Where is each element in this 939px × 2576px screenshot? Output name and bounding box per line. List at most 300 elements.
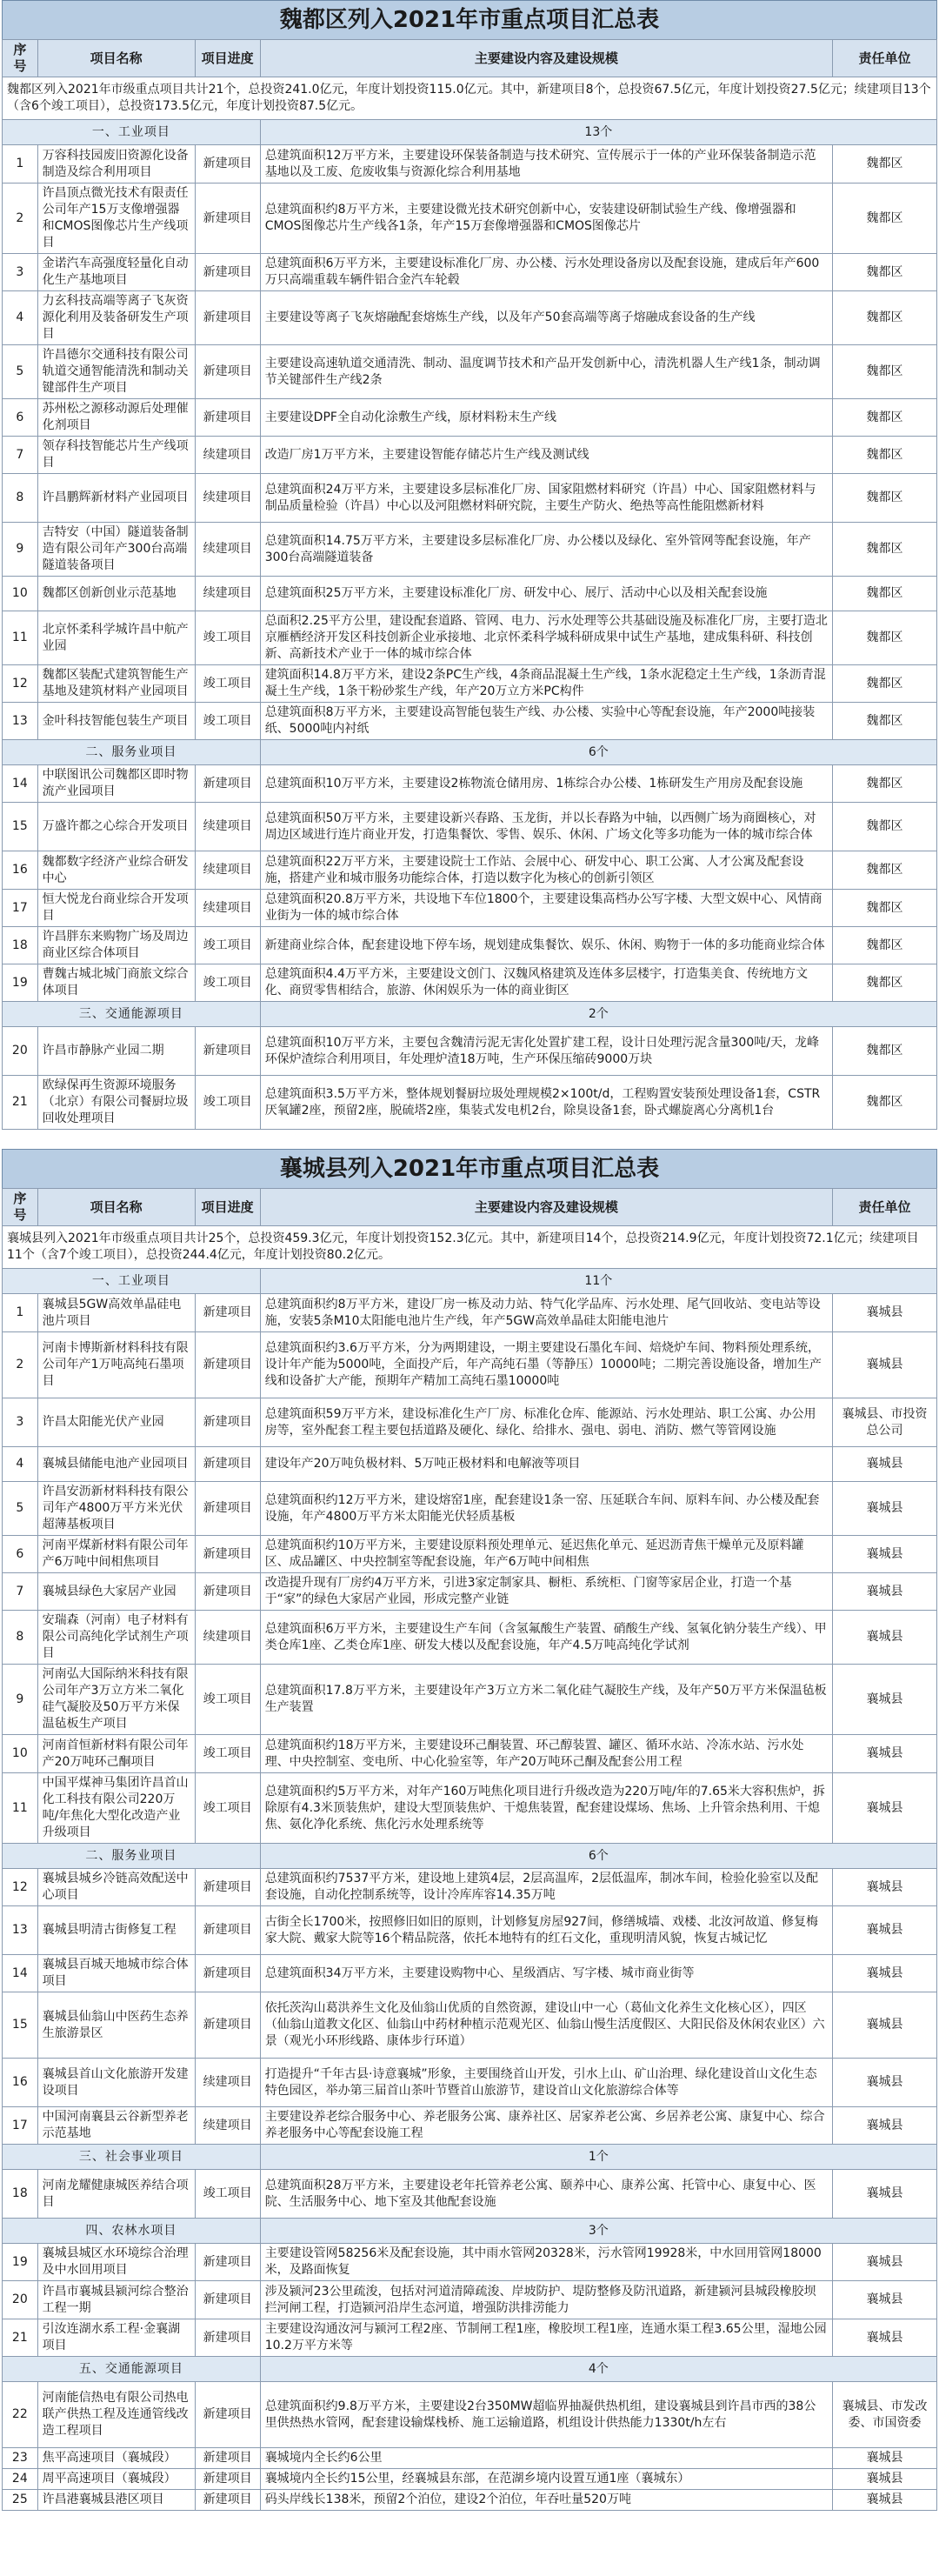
- project-content: 总建筑面积34万平方米，主要建设购物中心、星级酒店、写字楼、城市商业街等: [260, 1955, 832, 1992]
- responsible-unit: 襄城县: [833, 2107, 937, 2145]
- project-status: 新建项目: [195, 345, 260, 399]
- row-number: 16: [3, 2059, 38, 2107]
- table-row: [3, 765, 937, 803]
- project-status: 续建项目: [195, 437, 260, 474]
- table-row: [3, 2281, 937, 2319]
- table-row: [3, 2170, 937, 2219]
- category-row: [3, 1269, 937, 1294]
- table-row: [3, 399, 937, 437]
- project-content: 总建筑面积28万平方米，主要建设老年托管养老公寓、颐养中心、康养公寓、托管中心、康复中心、医院、生活服务中心、地下室及其他配套设施: [260, 2170, 832, 2219]
- project-content: 总建筑面积59万平方米，建设标准化生产厂房、标准化仓库、能源站、污水处理站、职工公寓、办公用房等，室外配套工程主要包括道路及硬化、绿化、给排水、强电、弱电、消防、燃气等管网设施: [260, 1398, 832, 1447]
- project-name: 襄城县储能电池产业园项目: [37, 1447, 195, 1482]
- project-content: 总建筑面积14.75万平方米，主要建设多层标准化厂房、办公楼以及绿化、室外管网等配套设施，年产300台高端隧道装备: [260, 523, 832, 577]
- project-name: 许昌胖东来购物广场及周边商业区综合体项目: [37, 927, 195, 964]
- table-row: [3, 1076, 937, 1130]
- row-number: 8: [3, 474, 38, 523]
- row-number: 11: [3, 1773, 38, 1844]
- responsible-unit: 魏都区: [833, 577, 937, 611]
- header-no: 序号: [3, 1189, 38, 1226]
- project-content: 依托茨沟山葛洪养生文化及仙翁山优质的自然资源，建设山中一心（葛仙文化养生文化核心区），四区（仙翁山道教文化区、仙翁山中药材种植示范观光区、仙翁山慢生活度假区、大阳民俗及休闲农业区）六景（观光小环形线路、康体步行环道）: [260, 1992, 832, 2059]
- row-number: 12: [3, 1869, 38, 1906]
- table-row: [3, 291, 937, 345]
- project-status: 新建项目: [195, 2319, 260, 2357]
- project-content: 新建商业综合体，配套建设地下停车场，规划建成集餐饮、娱乐、休闲、购物于一体的多功能商业综合体: [260, 927, 832, 964]
- project-content: 总建筑面积24万平方米，主要建设多层标准化厂房、国家阻燃材料研究（许昌）中心、国家阻燃材料与制品质量检验（许昌）中心以及河阻燃材料研究院，主要生产防火、绝热等高性能阻燃新材料: [260, 474, 832, 523]
- project-name: 河南首恒新材料有限公司年产20万吨环己酮项目: [37, 1735, 195, 1773]
- project-status: 续建项目: [195, 803, 260, 851]
- row-number: 13: [3, 703, 38, 740]
- project-status: 竣工项目: [195, 703, 260, 740]
- row-number: 23: [3, 2448, 38, 2469]
- project-content: 总建筑面积约8万平方米，建设厂房一栋及动力站、特气化学品库、污水处理、尾气回收站、变电站等设施，安装5条M10太阳能电池片生产线，年产5GW高效单晶硅太阳能电池片: [260, 1294, 832, 1332]
- table-gap: [0, 1130, 939, 1149]
- project-name: 河南平煤新材料有限公司年产6万吨中间相焦项目: [37, 1536, 195, 1573]
- project-status: 新建项目: [195, 1027, 260, 1076]
- project-content: 总建筑面积50万平方米，主要建设新兴春路、玉龙街，并以长春路为中轴，以西侧广场为商圈核心，对周边区域进行连片商业开发，打造集餐饮、零售、娱乐、休闲、广场文化等多功能为一体的城市综合体: [260, 803, 832, 851]
- row-number: 5: [3, 345, 38, 399]
- responsible-unit: 襄城县: [833, 2319, 937, 2357]
- project-name: 万盛许都之心综合开发项目: [37, 803, 195, 851]
- responsible-unit: 襄城县: [833, 1869, 937, 1906]
- table-row: [3, 1482, 937, 1536]
- project-status: 新建项目: [195, 2448, 260, 2469]
- responsible-unit: 襄城县: [833, 1536, 937, 1573]
- responsible-unit: 魏都区: [833, 803, 937, 851]
- row-number: 22: [3, 2382, 38, 2448]
- table-row: [3, 665, 937, 703]
- table-row: [3, 184, 937, 254]
- row-number: 1: [3, 1294, 38, 1332]
- table-row: [3, 437, 937, 474]
- row-number: 5: [3, 1482, 38, 1536]
- project-status: 竣工项目: [195, 1076, 260, 1130]
- header-content: 主要建设内容及建设规模: [260, 40, 832, 77]
- project-name: 许昌顶点微光技术有限责任公司年产15万支像增强器和CMOS图像芯片生产线项目: [37, 184, 195, 254]
- category-label: 二、服务业项目: [3, 1844, 261, 1869]
- responsible-unit: 魏都区: [833, 964, 937, 1002]
- project-content: 总建筑面积20.8万平方米，共设地下车位1800个，主要建设集高档办公写字楼、大型文娱中心、风情商业街为一体的城市综合体: [260, 890, 832, 927]
- row-number: 20: [3, 1027, 38, 1076]
- project-name: 中联图讯公司魏都区即时物流产业园项目: [37, 765, 195, 803]
- row-number: 15: [3, 803, 38, 851]
- table-row: [3, 2469, 937, 2490]
- row-number: 11: [3, 611, 38, 665]
- project-status: 新建项目: [195, 1536, 260, 1573]
- responsible-unit: 襄城县: [833, 1992, 937, 2059]
- project-status: 竣工项目: [195, 665, 260, 703]
- responsible-unit: 魏都区: [833, 184, 937, 254]
- project-name: 魏都数字经济产业综合研发中心: [37, 851, 195, 890]
- responsible-unit: 襄城县: [833, 1906, 937, 1955]
- category-row: [3, 120, 937, 145]
- project-name: 恒大悦龙台商业综合开发项目: [37, 890, 195, 927]
- table-row: [3, 254, 937, 291]
- project-name: 许昌市襄城县颍河综合整治工程一期: [37, 2281, 195, 2319]
- project-status: 新建项目: [195, 1482, 260, 1536]
- project-content: 总建筑面积约12万平方米，建设熔窑1座，配套建设1条一窑、压延联合车间、原料车间、办公楼及配套设施，年产4800万平方米太阳能光伏轻质基板: [260, 1482, 832, 1536]
- project-name: 襄城县绿色大家居产业园: [37, 1573, 195, 1611]
- category-count: 6个: [260, 740, 936, 765]
- table-row: [3, 2448, 937, 2469]
- project-status: 新建项目: [195, 1398, 260, 1447]
- row-number: 25: [3, 2490, 38, 2511]
- category-label: 二、服务业项目: [3, 740, 261, 765]
- category-row: [3, 1844, 937, 1869]
- row-number: 1: [3, 145, 38, 184]
- responsible-unit: 魏都区: [833, 765, 937, 803]
- table-row: [3, 2059, 937, 2107]
- project-status: 新建项目: [195, 1447, 260, 1482]
- project-content: 襄城境内全长约15公里，经襄城县东部，在范湖乡境内设置互通1座（襄城东）: [260, 2469, 832, 2490]
- project-name: 襄城县城乡冷链高效配送中心项目: [37, 1869, 195, 1906]
- table-row: [3, 851, 937, 890]
- project-content: 主要建设高速轨道交通清洗、制动、温度调节技术和产品开发创新中心，清洗机器人生产线1条，制动调节关键部件生产线2条: [260, 345, 832, 399]
- responsible-unit: 魏都区: [833, 291, 937, 345]
- responsible-unit: 魏都区: [833, 474, 937, 523]
- project-content: 襄城境内全长约6公里: [260, 2448, 832, 2469]
- responsible-unit: 魏都区: [833, 145, 937, 184]
- row-number: 4: [3, 1447, 38, 1482]
- category-row: [3, 1002, 937, 1027]
- project-name: 襄城县百城天地城市综合体项目: [37, 1955, 195, 1992]
- project-name: 许昌德尔交通科技有限公司轨道交通智能清洗和制动关键部件生产项目: [37, 345, 195, 399]
- category-count: 6个: [260, 1844, 936, 1869]
- responsible-unit: 襄城县: [833, 2469, 937, 2490]
- project-status: 新建项目: [195, 1992, 260, 2059]
- project-name: 许昌鹏辉新材料产业园项目: [37, 474, 195, 523]
- responsible-unit: 襄城县: [833, 1482, 937, 1536]
- table-row: [3, 577, 937, 611]
- header-row: [3, 40, 937, 77]
- table-row: [3, 1294, 937, 1332]
- project-name: 金叶科技智能包装生产项目: [37, 703, 195, 740]
- project-status: 续建项目: [195, 851, 260, 890]
- row-number: 7: [3, 1573, 38, 1611]
- project-content: 总建筑面积25万平方米，主要建设标准化厂房、研发中心、展厅、活动中心以及相关配套设施: [260, 577, 832, 611]
- project-name: 河南能信热电有限公司热电联产供热工程及连通管线改造工程项目: [37, 2382, 195, 2448]
- project-name: 许昌市静脉产业园二期: [37, 1027, 195, 1076]
- responsible-unit: 襄城县: [833, 1665, 937, 1735]
- project-name: 河南卡博斯新材料科技有限公司年产1万吨高纯石墨项目: [37, 1332, 195, 1398]
- responsible-unit: 襄城县: [833, 1773, 937, 1844]
- table-row: [3, 2490, 937, 2511]
- project-status: 续建项目: [195, 2107, 260, 2145]
- project-status: 竣工项目: [195, 964, 260, 1002]
- category-label: 五、交通能源项目: [3, 2357, 261, 2382]
- project-name: 魏都区装配式建筑智能生产基地及建筑材料产业园项目: [37, 665, 195, 703]
- row-number: 10: [3, 1735, 38, 1773]
- responsible-unit: 襄城县: [833, 1735, 937, 1773]
- row-number: 24: [3, 2469, 38, 2490]
- header-status: 项目进度: [195, 40, 260, 77]
- row-number: 19: [3, 2244, 38, 2281]
- project-name: 北京怀柔科学城许昌中航产业园: [37, 611, 195, 665]
- row-number: 2: [3, 184, 38, 254]
- table-row: [3, 2244, 937, 2281]
- project-status: 新建项目: [195, 254, 260, 291]
- table-row: [3, 2319, 937, 2357]
- table-row: [3, 1398, 937, 1447]
- row-number: 7: [3, 437, 38, 474]
- header-no: 序号: [3, 40, 38, 77]
- category-label: 四、农林水项目: [3, 2219, 261, 2244]
- project-status: 竣工项目: [195, 611, 260, 665]
- header-name: 项目名称: [37, 1189, 195, 1226]
- table-row: [3, 1906, 937, 1955]
- header-unit: 责任单位: [833, 1189, 937, 1226]
- project-content: 总建筑面积17.8万平方米，主要建设年产3万立方米二氧化硅气凝胶生产线，及年产50万平方米保温毡板生产装置: [260, 1665, 832, 1735]
- table-row: [3, 803, 937, 851]
- row-number: 15: [3, 1992, 38, 2059]
- table-title: 襄城县列入2021年市重点项目汇总表: [2, 1149, 937, 1188]
- table-row: [3, 2107, 937, 2145]
- table-row: [3, 1735, 937, 1773]
- project-name: 曹魏古城北城门商旅文综合体项目: [37, 964, 195, 1002]
- category-row: [3, 2145, 937, 2170]
- project-name: 金诺汽车高强度轻量化自动化生产基地项目: [37, 254, 195, 291]
- project-status: 竣工项目: [195, 927, 260, 964]
- row-number: 9: [3, 523, 38, 577]
- category-row: [3, 2357, 937, 2382]
- responsible-unit: 襄城县: [833, 2490, 937, 2511]
- category-label: 一、工业项目: [3, 1269, 261, 1294]
- project-content: 总建筑面积约7537平方米，建设地上建筑4层，2层高温库，2层低温库，制冰车间，检验化验室以及配套设施，自动化控制系统等，设计冷库库容14.35万吨: [260, 1869, 832, 1906]
- project-content: 建筑面积14.8万平方米，建设2条PC生产线，4条商品混凝土生产线，1条水泥稳定土生产线，1条沥青混凝土生产线，1条干粉砂浆生产线，年产20万立方米PC构件: [260, 665, 832, 703]
- project-name: 周平高速项目（襄城段）: [37, 2469, 195, 2490]
- header-content: 主要建设内容及建设规模: [260, 1189, 832, 1226]
- responsible-unit: 襄城县: [833, 1573, 937, 1611]
- table-row: [3, 927, 937, 964]
- responsible-unit: 襄城县: [833, 1294, 937, 1332]
- row-number: 4: [3, 291, 38, 345]
- project-name: 吉特安（中国）隧道装备制造有限公司年产300台高端隧道装备项目: [37, 523, 195, 577]
- row-number: 10: [3, 577, 38, 611]
- responsible-unit: 魏都区: [833, 851, 937, 890]
- project-name: 襄城县首山文化旅游开发建设项目: [37, 2059, 195, 2107]
- responsible-unit: 襄城县、市投资总公司: [833, 1398, 937, 1447]
- table-row: [3, 523, 937, 577]
- project-name: 引汝连湖水系工程·金襄湖项目: [37, 2319, 195, 2357]
- summary-row: [3, 1226, 937, 1269]
- project-status: 竣工项目: [195, 2170, 260, 2219]
- project-status: 新建项目: [195, 291, 260, 345]
- responsible-unit: 魏都区: [833, 665, 937, 703]
- project-name: 力玄科技高端等离子飞灰资源化利用及装备研发生产项目: [37, 291, 195, 345]
- responsible-unit: 魏都区: [833, 927, 937, 964]
- category-count: 1个: [260, 2145, 936, 2170]
- table-row: [3, 890, 937, 927]
- project-name: 许昌港襄城县港区项目: [37, 2490, 195, 2511]
- project-name: 河南龙耀健康城医养结合项目: [37, 2170, 195, 2219]
- project-content: 码头岸线长138米，预留2个泊位，建设2个泊位，年吞吐量520万吨: [260, 2490, 832, 2511]
- project-name: 襄城县仙翁山中医药生态养生旅游景区: [37, 1992, 195, 2059]
- project-name: 万容科技园废旧资源化设备制造及综合利用项目: [37, 145, 195, 184]
- category-label: 一、工业项目: [3, 120, 261, 145]
- project-content: 总建筑面积约9.8万平方米，主要建设2台350MW超临界抽凝供热机组，建设襄城县到许昌市西的38公里供热热水管网，配套建设输煤栈桥、施工运输道路，机组设计供热能力1330t/h左右: [260, 2382, 832, 2448]
- category-count: 2个: [260, 1002, 936, 1027]
- project-content: 总建筑面积3.5万平方米，整体规划餐厨垃圾处理规模2×100t/d，工程购置安装预处理设备1套，CSTR厌氧罐2座，预留2座，脱硫塔2座，集装式发电机2台，除臭设备1套，卧式螺旋离心分离机1台: [260, 1076, 832, 1130]
- responsible-unit: 襄城县: [833, 1447, 937, 1482]
- project-content: 涉及颍河23公里疏浚，包括对河道清障疏浚、岸坡防护、堤防整修及防汛道路，新建颍河县城段橡胶坝拦河闸工程，打造颍河沿岸生态河道，增强防洪排涝能力: [260, 2281, 832, 2319]
- table-row: [3, 1447, 937, 1482]
- project-status: 新建项目: [195, 1955, 260, 1992]
- row-number: 3: [3, 254, 38, 291]
- responsible-unit: 襄城县、市发改委、市国资委: [833, 2382, 937, 2448]
- project-name: 襄城县明清古街修复工程: [37, 1906, 195, 1955]
- row-number: 3: [3, 1398, 38, 1447]
- row-number: 14: [3, 1955, 38, 1992]
- table-row: [3, 474, 937, 523]
- project-name: 中国平煤神马集团许昌首山化工科技有限公司220万吨/年焦化大型化改造产业升级项目: [37, 1773, 195, 1844]
- project-status: 新建项目: [195, 2244, 260, 2281]
- responsible-unit: 魏都区: [833, 523, 937, 577]
- table-row: [3, 1869, 937, 1906]
- project-status: 续建项目: [195, 474, 260, 523]
- project-name: 襄城县城区水环境综合治理及中水回用项目: [37, 2244, 195, 2281]
- project-content: 总建筑面积约3.6万平方米，分为两期建设，一期主要建设石墨化车间、焙烧炉车间、物料预处理系统，设计年产能为5000吨，全面投产后，年产高纯石墨（等静压）10000吨；二期完善设施设备，增加生产线和设备扩大产能，预期年产精加工高纯石墨10000吨: [260, 1332, 832, 1398]
- category-count: 3个: [260, 2219, 936, 2244]
- row-number: 16: [3, 851, 38, 890]
- row-number: 8: [3, 1611, 38, 1665]
- project-content: 总建筑面积12万平方米，主要建设环保装备制造与技术研究、宣传展示于一体的产业环保装备制造示范基地以及工废、危废收集与资源化综合利用基地: [260, 145, 832, 184]
- responsible-unit: 襄城县: [833, 2059, 937, 2107]
- table-row: [3, 1665, 937, 1735]
- table-title: 魏都区列入2021年市重点项目汇总表: [2, 0, 937, 39]
- project-table: [2, 39, 937, 1130]
- project-content: 主要建设管网58256米及配套设施，其中雨水管网20328米，污水管网19928米，中水回用管网18000米，及路面恢复: [260, 2244, 832, 2281]
- table-row: [3, 1536, 937, 1573]
- project-content: 总建筑面积6万平方米，主要建设标准化厂房、办公楼、污水处理设备房以及配套设施，建成后年产600万只高端重载车辆件铝合金汽车轮毂: [260, 254, 832, 291]
- project-name: 苏州松之源移动源后处理催化剂项目: [37, 399, 195, 437]
- summary-row: [3, 77, 937, 120]
- row-number: 18: [3, 2170, 38, 2219]
- table-row: [3, 1573, 937, 1611]
- project-status: 续建项目: [195, 890, 260, 927]
- row-number: 6: [3, 399, 38, 437]
- responsible-unit: 襄城县: [833, 1611, 937, 1665]
- table-row: [3, 1332, 937, 1398]
- project-name: 河南弘大国际纳米科技有限公司年产3万立方米二氧化硅气凝胶及50万平方米保温毡板生产项目: [37, 1665, 195, 1735]
- project-status: 竣工项目: [195, 1735, 260, 1773]
- table-row: [3, 1955, 937, 1992]
- header-status: 项目进度: [195, 1189, 260, 1226]
- project-status: 新建项目: [195, 2490, 260, 2511]
- row-number: 2: [3, 1332, 38, 1398]
- project-status: 竣工项目: [195, 1773, 260, 1844]
- project-content: 总建筑面积约5万平方米，对年产160万吨焦化项目进行升级改造为220万吨/年的7.65米大容积焦炉，拆除原有4.3米顶装焦炉，建设大型顶装焦炉、干熄焦装置，配套建设煤场、焦场、上升管余热利用、干熄焦、氨化净化系统、焦化污水处理系统等: [260, 1773, 832, 1844]
- project-content: 打造提升“千年古县·诗意襄城”形象，主要围绕首山开发，引水上山、矿山治理、绿化建设首山文化生态特色园区，举办第三届首山茶叶节暨首山旅游节，建设首山文化旅游综合体等: [260, 2059, 832, 2107]
- row-number: 6: [3, 1536, 38, 1573]
- row-number: 18: [3, 927, 38, 964]
- project-status: 新建项目: [195, 2382, 260, 2448]
- table-row: [3, 703, 937, 740]
- responsible-unit: 魏都区: [833, 399, 937, 437]
- responsible-unit: 襄城县: [833, 2281, 937, 2319]
- project-name: 中国河南襄县云谷新型养老示范基地: [37, 2107, 195, 2145]
- project-content: 总建筑面积约10万平方米，主要建设原料预处理单元、延迟焦化单元、延迟沥青焦干燥单元及原料罐区、成品罐区、中央控制室等配套设施，年产6万吨中间相焦: [260, 1536, 832, 1573]
- category-label: 三、交通能源项目: [3, 1002, 261, 1027]
- row-number: 21: [3, 1076, 38, 1130]
- row-number: 13: [3, 1906, 38, 1955]
- project-status: 新建项目: [195, 2281, 260, 2319]
- responsible-unit: 魏都区: [833, 437, 937, 474]
- responsible-unit: 魏都区: [833, 611, 937, 665]
- project-content: 改造提升现有厂房约4万平方米，引进3家定制家具、橱柜、系统柜、门窗等家居企业，打造一个基于“家”的绿色大家居产业园，形成完整产业链: [260, 1573, 832, 1611]
- summary-table-section-1: [2, 0, 937, 1130]
- project-status: 竣工项目: [195, 1665, 260, 1735]
- table-row: [3, 611, 937, 665]
- row-number: 14: [3, 765, 38, 803]
- header-name: 项目名称: [37, 40, 195, 77]
- project-content: 总建筑面积约8万平方米，主要建设微光技术研究创新中心，安装建设研制试验生产线、像增强器和CMOS图像芯片生产线各1条，年产15万套像增强器和CMOS图像芯片: [260, 184, 832, 254]
- category-label: 三、社会事业项目: [3, 2145, 261, 2170]
- project-content: 总建筑面积4.4万平方米，主要建设文创门、汉魏风格建筑及连体多层楼宇，打造集美食、传统地方文化、商贸零售相结合，旅游、休闲娱乐为一体的商业街区: [260, 964, 832, 1002]
- project-content: 改造厂房1万平方米，主要建设智能存储芯片生产线及测试线: [260, 437, 832, 474]
- category-count: 13个: [260, 120, 936, 145]
- table-row: [3, 2382, 937, 2448]
- project-status: 新建项目: [195, 1294, 260, 1332]
- project-status: 新建项目: [195, 1332, 260, 1398]
- responsible-unit: 魏都区: [833, 254, 937, 291]
- project-content: 总建筑面积8万平方米，主要建设高智能包装生产线、办公楼、实验中心等配套设施，年产2000吨接装纸、5000吨内衬纸: [260, 703, 832, 740]
- category-count: 4个: [260, 2357, 936, 2382]
- project-name: 许昌安沥新材料科技有限公司年产4800万平方米光伏超薄基板项目: [37, 1482, 195, 1536]
- project-name: 襄城县5GW高效单晶硅电池片项目: [37, 1294, 195, 1332]
- responsible-unit: 襄城县: [833, 2244, 937, 2281]
- project-content: 主要建设等离子飞灰熔融配套熔炼生产线，以及年产50套高端等离子熔融成套设备的生产线: [260, 291, 832, 345]
- project-content: 总建筑面积10万平方米，主要包含魏清污泥无害化处置扩建工程，设计日处理污泥含量300吨/天，龙峰环保炉渣综合利用项目，年处理炉渣18万吨，生产环保压缩砖9000万块: [260, 1027, 832, 1076]
- responsible-unit: 魏都区: [833, 703, 937, 740]
- table-row: [3, 964, 937, 1002]
- project-content: 主要建设DPF全自动化涂敷生产线，原材料粉末生产线: [260, 399, 832, 437]
- table-row: [3, 1611, 937, 1665]
- responsible-unit: 襄城县: [833, 2170, 937, 2219]
- category-row: [3, 2219, 937, 2244]
- table-row: [3, 145, 937, 184]
- table-row: [3, 1027, 937, 1076]
- project-status: 新建项目: [195, 2469, 260, 2490]
- table-row: [3, 345, 937, 399]
- project-status: 续建项目: [195, 577, 260, 611]
- category-count: 11个: [260, 1269, 936, 1294]
- project-status: 续建项目: [195, 1611, 260, 1665]
- row-number: 9: [3, 1665, 38, 1735]
- row-number: 20: [3, 2281, 38, 2319]
- project-content: 总面积2.25平方公里，建设配套道路、管网、电力、污水处理等公共基础设施及标准化厂房，主要打造北京雁栖经济开发区科技创新企业承接地、北京怀柔科学城科研成果中试生产基地，建成集科研、科技创新、高新技术产业于一体的城市综合体: [260, 611, 832, 665]
- header-unit: 责任单位: [833, 40, 937, 77]
- project-status: 新建项目: [195, 1869, 260, 1906]
- table-row: [3, 1992, 937, 2059]
- project-content: 古街全长1700米，按照修旧如旧的原则，计划修复房屋927间，修缮城墙、戏楼、北汝河故道、修复梅家大院、戴家大院等16个精品院落，依托本地特有的红石文化，重现明清风貌，恢复古城记忆: [260, 1906, 832, 1955]
- project-status: 续建项目: [195, 2059, 260, 2107]
- responsible-unit: 襄城县: [833, 2448, 937, 2469]
- project-status: 新建项目: [195, 399, 260, 437]
- responsible-unit: 襄城县: [833, 1332, 937, 1398]
- header-row: [3, 1189, 937, 1226]
- project-content: 主要建设养老综合服务中心、养老服务公寓、康养社区、居家养老公寓、乡居养老公寓、康复中心、综合养老服务中心等配套设施工程: [260, 2107, 832, 2145]
- responsible-unit: 魏都区: [833, 1076, 937, 1130]
- project-name: 许昌太阳能光伏产业园: [37, 1398, 195, 1447]
- responsible-unit: 襄城县: [833, 1955, 937, 1992]
- project-content: 建设年产20万吨负极材料、5万吨正极材料和电解液等项目: [260, 1447, 832, 1482]
- project-name: 魏都区创新创业示范基地: [37, 577, 195, 611]
- project-content: 总建筑面积6万平方米，主要建设生产车间（含氢氟酸生产装置、硝酸生产线、氢氧化钠分装生产线）、甲类仓库1座、乙类仓库1座、研发大楼以及配套设施，年产4.5万吨高纯化学试剂: [260, 1611, 832, 1665]
- project-status: 新建项目: [195, 765, 260, 803]
- summary-text: 魏都区列入2021年市级重点项目共计21个，总投资241.0亿元，年度计划投资115.0亿元。其中，新建项目8个，总投资67.5亿元，年度计划投资27.5亿元；续建项目13个（含6个竣工项目），总投资173.5亿元，年度计划投资87.5亿元。: [3, 77, 937, 120]
- summary-table-section-2: [2, 1149, 937, 2511]
- project-status: 新建项目: [195, 145, 260, 184]
- project-name: 安瑞森（河南）电子材料有限公司高纯化学试剂生产项目: [37, 1611, 195, 1665]
